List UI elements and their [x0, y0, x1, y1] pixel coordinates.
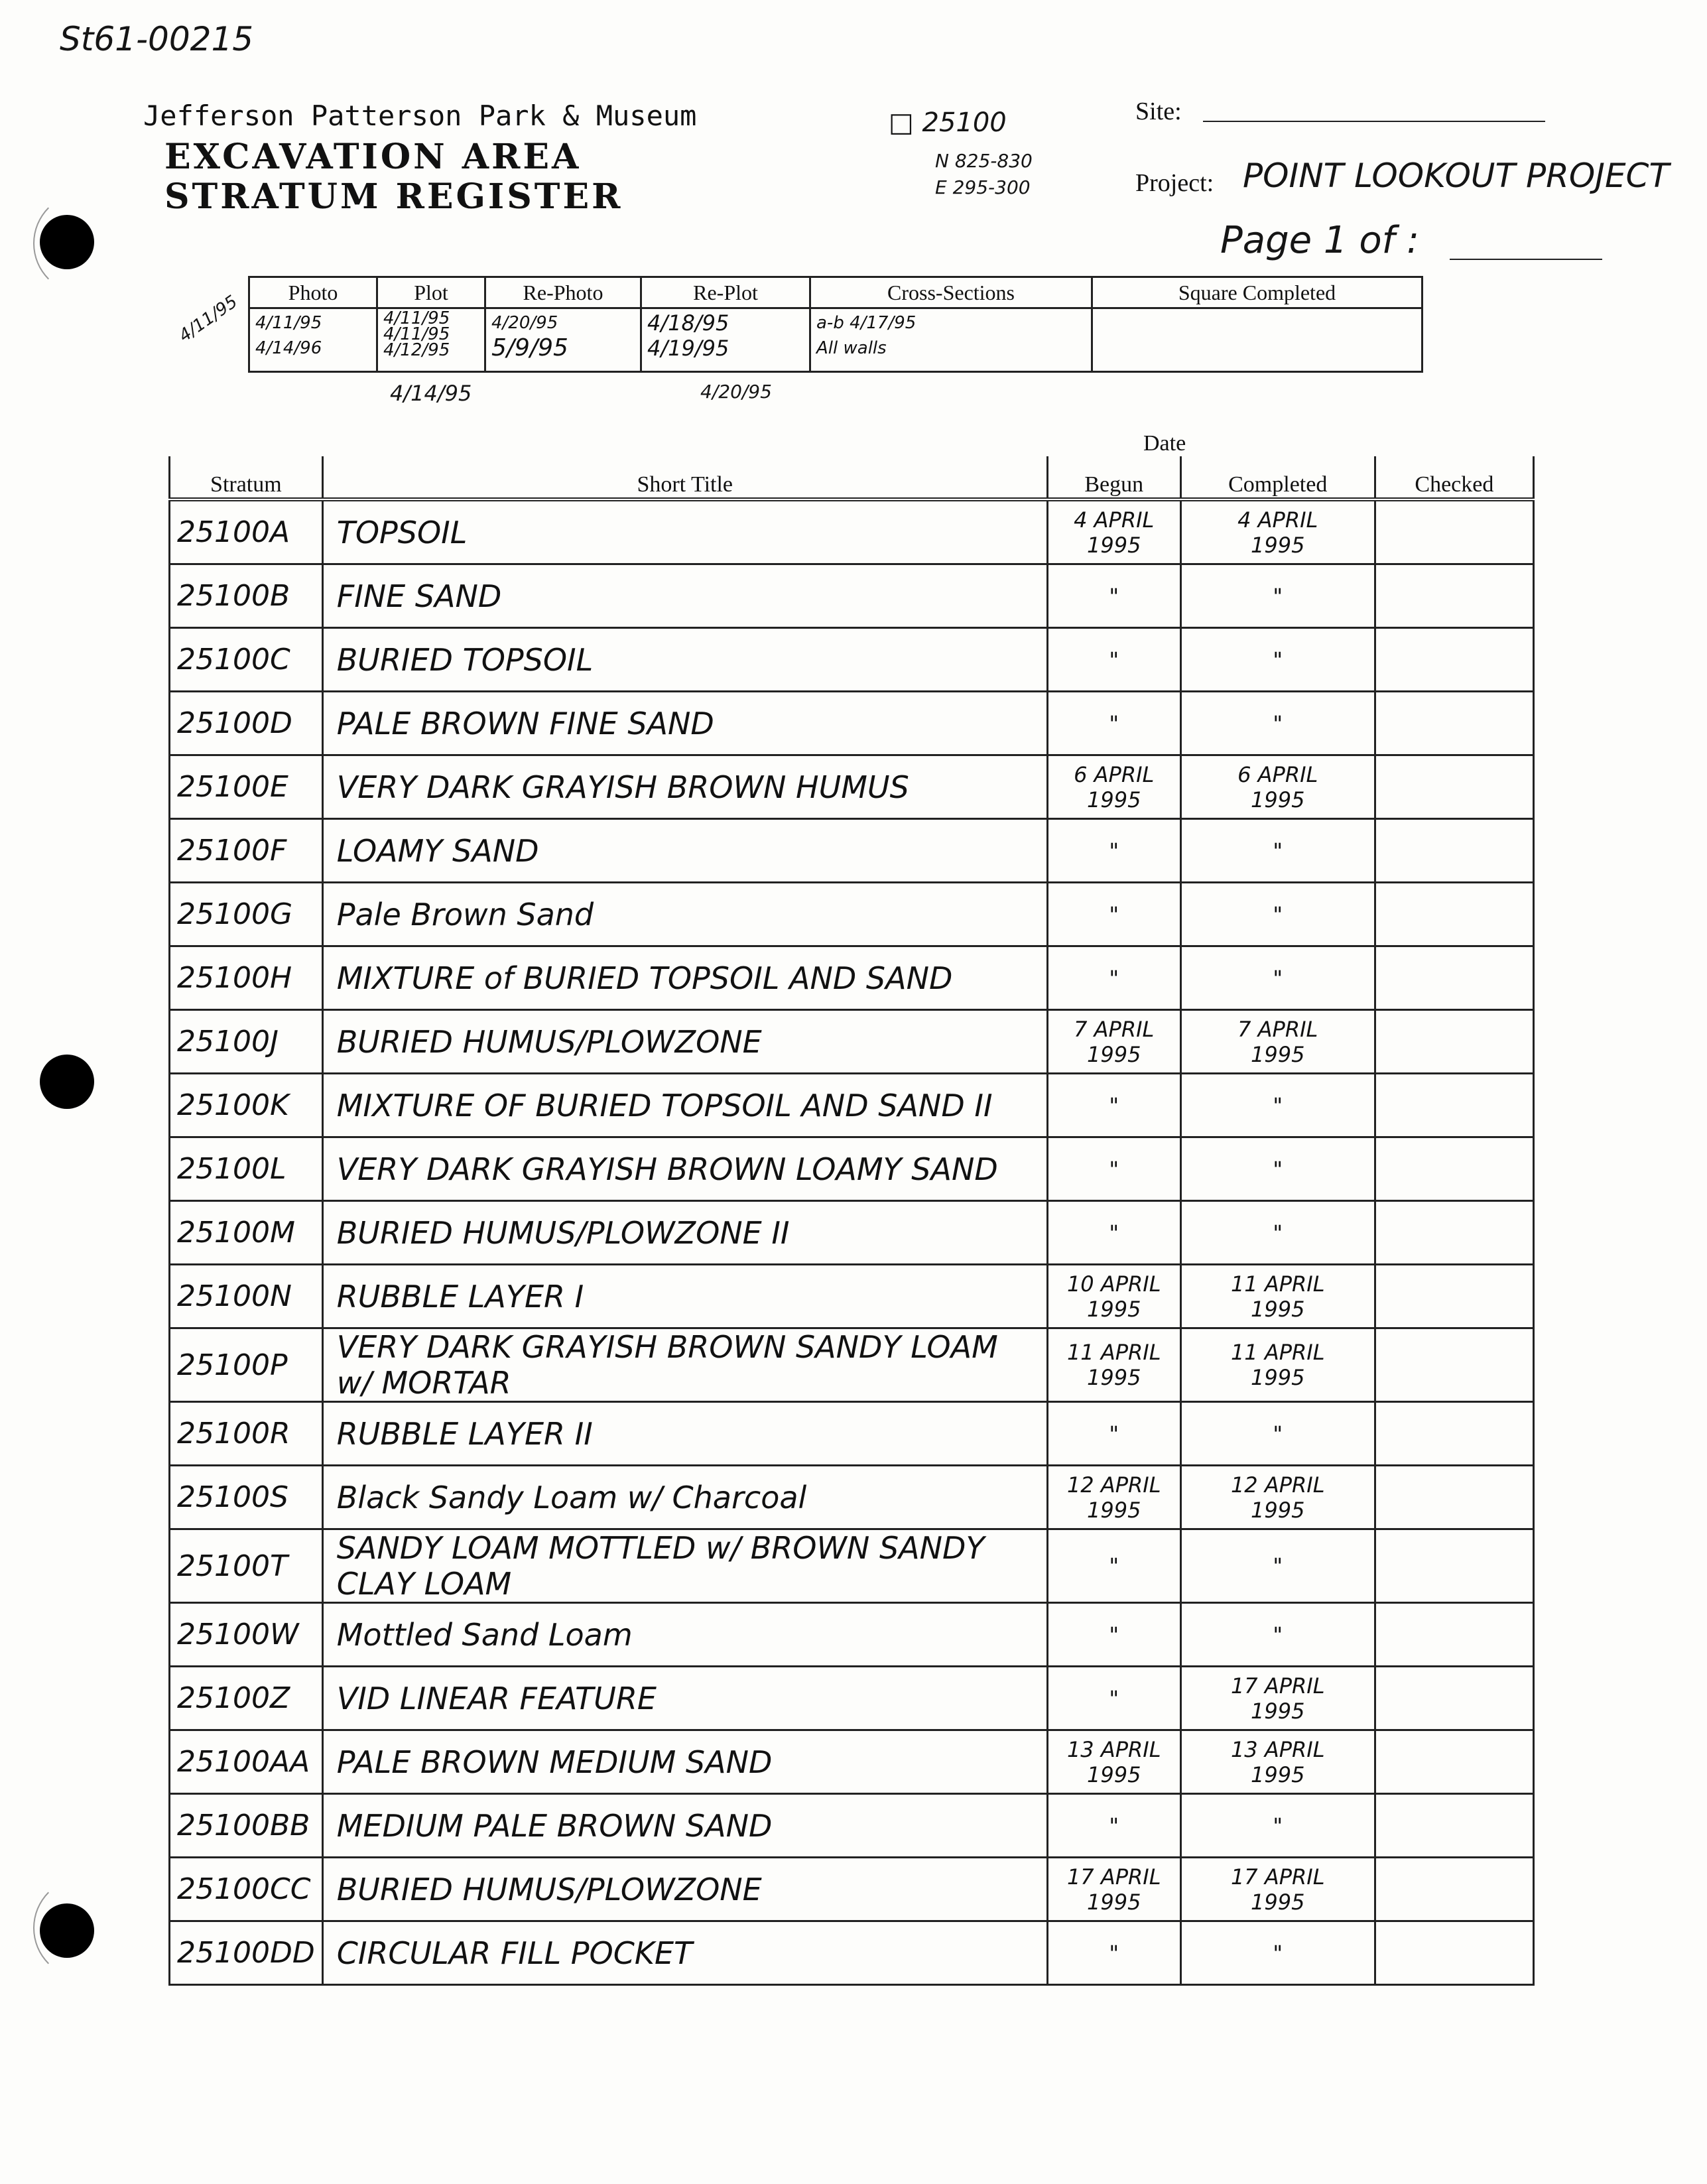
date-begun-cell: "	[1047, 946, 1180, 1010]
col-square-completed: Square Completed	[1092, 277, 1422, 308]
col-re-photo: Re-Photo	[485, 277, 641, 308]
cross-section-notes: a-b 4/17/95 All walls	[810, 308, 1092, 372]
table-row	[170, 1603, 1534, 1667]
table-row	[170, 1730, 1534, 1794]
table-row	[170, 564, 1534, 628]
short-title-cell: VERY DARK GRAYISH BROWN LOAMY SAND	[322, 1137, 1047, 1201]
date-completed-cell: "	[1180, 946, 1375, 1010]
date-begun-cell: 12 APRIL 1995	[1047, 1466, 1180, 1529]
date-completed-cell: "	[1180, 1201, 1375, 1265]
date-completed-cell: "	[1180, 692, 1375, 755]
stratum-cell: 25100M	[170, 1201, 323, 1265]
short-title-cell: PALE BROWN MEDIUM SAND	[322, 1730, 1047, 1794]
checked-cell	[1375, 1074, 1533, 1137]
short-title-cell: VID LINEAR FEATURE	[322, 1667, 1047, 1730]
organization-name: Jefferson Patterson Park & Museum	[143, 99, 697, 132]
short-title-cell: LOAMY SAND	[322, 819, 1047, 883]
checked-cell	[1375, 1858, 1533, 1921]
date-begun-cell: "	[1047, 1402, 1180, 1466]
table-row	[170, 1074, 1534, 1137]
table-row	[170, 883, 1534, 946]
checked-cell	[1375, 499, 1533, 564]
date-begun-cell: "	[1047, 1794, 1180, 1858]
stratum-cell: 25100E	[170, 755, 323, 819]
form-title-line2: STRATUM REGISTER	[164, 176, 623, 217]
punch-hole	[40, 215, 94, 269]
checked-cell	[1375, 755, 1533, 819]
table-row	[170, 755, 1534, 819]
stratum-cell: 25100G	[170, 883, 323, 946]
date-completed-cell: "	[1180, 1137, 1375, 1201]
date-completed-cell: 17 APRIL 1995	[1180, 1858, 1375, 1921]
date-begun-cell: 6 APRIL 1995	[1047, 755, 1180, 819]
checked-cell	[1375, 1603, 1533, 1667]
short-title-cell: Pale Brown Sand	[322, 883, 1047, 946]
col-stratum: Stratum	[170, 456, 323, 499]
unit-north-range: N 825-830	[935, 150, 1033, 172]
stratum-cell: 25100BB	[170, 1794, 323, 1858]
col-plot: Plot	[377, 277, 485, 308]
stratum-cell: 25100D	[170, 692, 323, 755]
date-begun-cell: 4 APRIL 1995	[1047, 499, 1180, 564]
col-begun: Begun	[1047, 456, 1180, 499]
date-completed-cell: 6 APRIL 1995	[1180, 755, 1375, 819]
short-title-cell: PALE BROWN FINE SAND	[322, 692, 1047, 755]
date-begun-cell: "	[1047, 1921, 1180, 1985]
checked-cell	[1375, 1328, 1533, 1402]
date-completed-cell: 13 APRIL 1995	[1180, 1730, 1375, 1794]
checked-cell	[1375, 1921, 1533, 1985]
date-begun-cell: "	[1047, 1201, 1180, 1265]
table-row	[170, 1010, 1534, 1074]
short-title-cell: MIXTURE OF BURIED TOPSOIL AND SAND II	[322, 1074, 1047, 1137]
checked-cell	[1375, 1466, 1533, 1529]
stratum-register-table	[168, 456, 1535, 1986]
table-row	[170, 1265, 1534, 1328]
table-row	[170, 692, 1534, 755]
short-title-cell: VERY DARK GRAYISH BROWN HUMUS	[322, 755, 1047, 819]
date-completed-cell: 12 APRIL 1995	[1180, 1466, 1375, 1529]
stratum-cell: 25100P	[170, 1328, 323, 1402]
project-label: Project:	[1135, 169, 1214, 197]
checked-cell	[1375, 1201, 1533, 1265]
short-title-cell: Black Sandy Loam w/ Charcoal	[322, 1466, 1047, 1529]
short-title-cell: BURIED TOPSOIL	[322, 628, 1047, 692]
col-re-plot: Re-Plot	[641, 277, 810, 308]
re-plot-date-below: 4/20/95	[700, 381, 772, 403]
re-plot-dates: 4/18/95 4/19/95	[641, 308, 810, 372]
date-completed-cell: "	[1180, 628, 1375, 692]
document-code: St61-00215	[60, 20, 254, 58]
re-photo-dates: 4/20/95 5/9/95	[485, 308, 641, 372]
date-begun-cell: 11 APRIL 1995	[1047, 1328, 1180, 1402]
date-completed-cell: "	[1180, 1402, 1375, 1466]
stratum-cell: 25100K	[170, 1074, 323, 1137]
plot-date-below: 4/14/95	[390, 381, 472, 406]
stratum-cell: 25100A	[170, 499, 323, 564]
form-title-line1: EXCAVATION AREA	[164, 137, 582, 177]
date-completed-cell: "	[1180, 883, 1375, 946]
checked-cell	[1375, 1730, 1533, 1794]
stratum-cell: 25100L	[170, 1137, 323, 1201]
short-title-cell: MEDIUM PALE BROWN SAND	[322, 1794, 1047, 1858]
date-completed-cell: "	[1180, 819, 1375, 883]
short-title-cell: FINE SAND	[322, 564, 1047, 628]
date-begun-cell: "	[1047, 1137, 1180, 1201]
site-label: Site:	[1135, 97, 1182, 125]
date-begun-cell: 10 APRIL 1995	[1047, 1265, 1180, 1328]
short-title-cell: RUBBLE LAYER II	[322, 1402, 1047, 1466]
table-row	[170, 1328, 1534, 1402]
table-row	[170, 499, 1534, 564]
date-completed-cell: 11 APRIL 1995	[1180, 1265, 1375, 1328]
checked-cell	[1375, 1402, 1533, 1466]
short-title-cell: SANDY LOAM MOTTLED w/ BROWN SANDY CLAY LOAM	[322, 1529, 1047, 1603]
stratum-cell: 25100W	[170, 1603, 323, 1667]
date-begun-cell: "	[1047, 1529, 1180, 1603]
stratum-cell: 25100CC	[170, 1858, 323, 1921]
date-completed-cell: "	[1180, 1794, 1375, 1858]
table-row	[170, 1402, 1534, 1466]
date-begun-cell: "	[1047, 628, 1180, 692]
unit-east-range: E 295-300	[935, 176, 1031, 198]
checked-cell	[1375, 1529, 1533, 1603]
short-title-cell: VERY DARK GRAYISH BROWN SANDY LOAM w/ MORTAR	[322, 1328, 1047, 1402]
short-title-cell: Mottled Sand Loam	[322, 1603, 1047, 1667]
checked-cell	[1375, 692, 1533, 755]
date-begun-cell: "	[1047, 883, 1180, 946]
date-completed-cell: "	[1180, 1603, 1375, 1667]
short-title-cell: MIXTURE of BURIED TOPSOIL AND SAND	[322, 946, 1047, 1010]
checked-cell	[1375, 946, 1533, 1010]
col-checked: Checked	[1375, 456, 1533, 499]
date-completed-cell: 11 APRIL 1995	[1180, 1328, 1375, 1402]
plot-dates: 4/11/95 4/11/95 4/12/95	[377, 308, 485, 372]
short-title-cell: BURIED HUMUS/PLOWZONE II	[322, 1201, 1047, 1265]
photo-plot-table	[248, 276, 1423, 373]
stratum-cell: 25100H	[170, 946, 323, 1010]
checked-cell	[1375, 1667, 1533, 1730]
date-group-label: Date	[1143, 431, 1186, 456]
short-title-cell: BURIED HUMUS/PLOWZONE	[322, 1010, 1047, 1074]
stratum-cell: 25100DD	[170, 1921, 323, 1985]
stratum-cell: 25100S	[170, 1466, 323, 1529]
date-begun-cell: "	[1047, 1603, 1180, 1667]
checked-cell	[1375, 1010, 1533, 1074]
date-begun-cell: 13 APRIL 1995	[1047, 1730, 1180, 1794]
photo-table-side-note: 4/11/95	[175, 291, 241, 347]
table-row	[170, 1137, 1534, 1201]
table-row	[170, 1201, 1534, 1265]
col-completed: Completed	[1180, 456, 1375, 499]
stratum-cell: 25100Z	[170, 1667, 323, 1730]
short-title-cell: BURIED HUMUS/PLOWZONE	[322, 1858, 1047, 1921]
checked-cell	[1375, 564, 1533, 628]
stratum-cell: 25100R	[170, 1402, 323, 1466]
date-completed-cell: "	[1180, 1921, 1375, 1985]
date-begun-cell: "	[1047, 1667, 1180, 1730]
date-begun-cell: 7 APRIL 1995	[1047, 1010, 1180, 1074]
date-completed-cell: "	[1180, 1529, 1375, 1603]
stratum-cell: 25100F	[170, 819, 323, 883]
stratum-cell: 25100J	[170, 1010, 323, 1074]
stratum-cell: 25100N	[170, 1265, 323, 1328]
checked-cell	[1375, 883, 1533, 946]
date-begun-cell: "	[1047, 1074, 1180, 1137]
date-completed-cell: "	[1180, 1074, 1375, 1137]
stratum-cell: 25100C	[170, 628, 323, 692]
checked-cell	[1375, 1794, 1533, 1858]
table-row	[170, 946, 1534, 1010]
project-value: POINT LOOKOUT PROJECT	[1243, 157, 1669, 195]
punch-hole	[40, 1903, 94, 1958]
punch-hole	[40, 1055, 94, 1109]
square-completed-cell	[1092, 308, 1422, 372]
site-underline	[1203, 121, 1545, 122]
date-completed-cell: "	[1180, 564, 1375, 628]
col-cross-sections: Cross-Sections	[810, 277, 1092, 308]
unit-number: □ 25100	[889, 107, 1007, 138]
short-title-cell: CIRCULAR FILL POCKET	[322, 1921, 1047, 1985]
table-row	[170, 628, 1534, 692]
date-completed-cell: 17 APRIL 1995	[1180, 1667, 1375, 1730]
date-begun-cell: "	[1047, 819, 1180, 883]
table-row	[170, 1794, 1534, 1858]
checked-cell	[1375, 819, 1533, 883]
short-title-cell: TOPSOIL	[322, 499, 1047, 564]
photo-dates: 4/11/95 4/14/96	[249, 308, 377, 372]
table-row	[170, 1529, 1534, 1603]
col-photo: Photo	[249, 277, 377, 308]
checked-cell	[1375, 1137, 1533, 1201]
checked-cell	[1375, 628, 1533, 692]
table-row	[170, 1466, 1534, 1529]
date-begun-cell: 17 APRIL 1995	[1047, 1858, 1180, 1921]
stratum-cell: 25100B	[170, 564, 323, 628]
checked-cell	[1375, 1265, 1533, 1328]
page-note: Page 1 of :	[1220, 219, 1419, 262]
date-begun-cell: "	[1047, 692, 1180, 755]
table-row	[170, 1858, 1534, 1921]
stratum-cell: 25100T	[170, 1529, 323, 1603]
stratum-cell: 25100AA	[170, 1730, 323, 1794]
short-title-cell: RUBBLE LAYER I	[322, 1265, 1047, 1328]
col-short-title: Short Title	[322, 456, 1047, 499]
table-row	[170, 1921, 1534, 1985]
date-completed-cell: 7 APRIL 1995	[1180, 1010, 1375, 1074]
date-begun-cell: "	[1047, 564, 1180, 628]
table-row	[170, 1667, 1534, 1730]
date-completed-cell: 4 APRIL 1995	[1180, 499, 1375, 564]
table-row	[170, 819, 1534, 883]
page-total-underline	[1450, 259, 1602, 260]
